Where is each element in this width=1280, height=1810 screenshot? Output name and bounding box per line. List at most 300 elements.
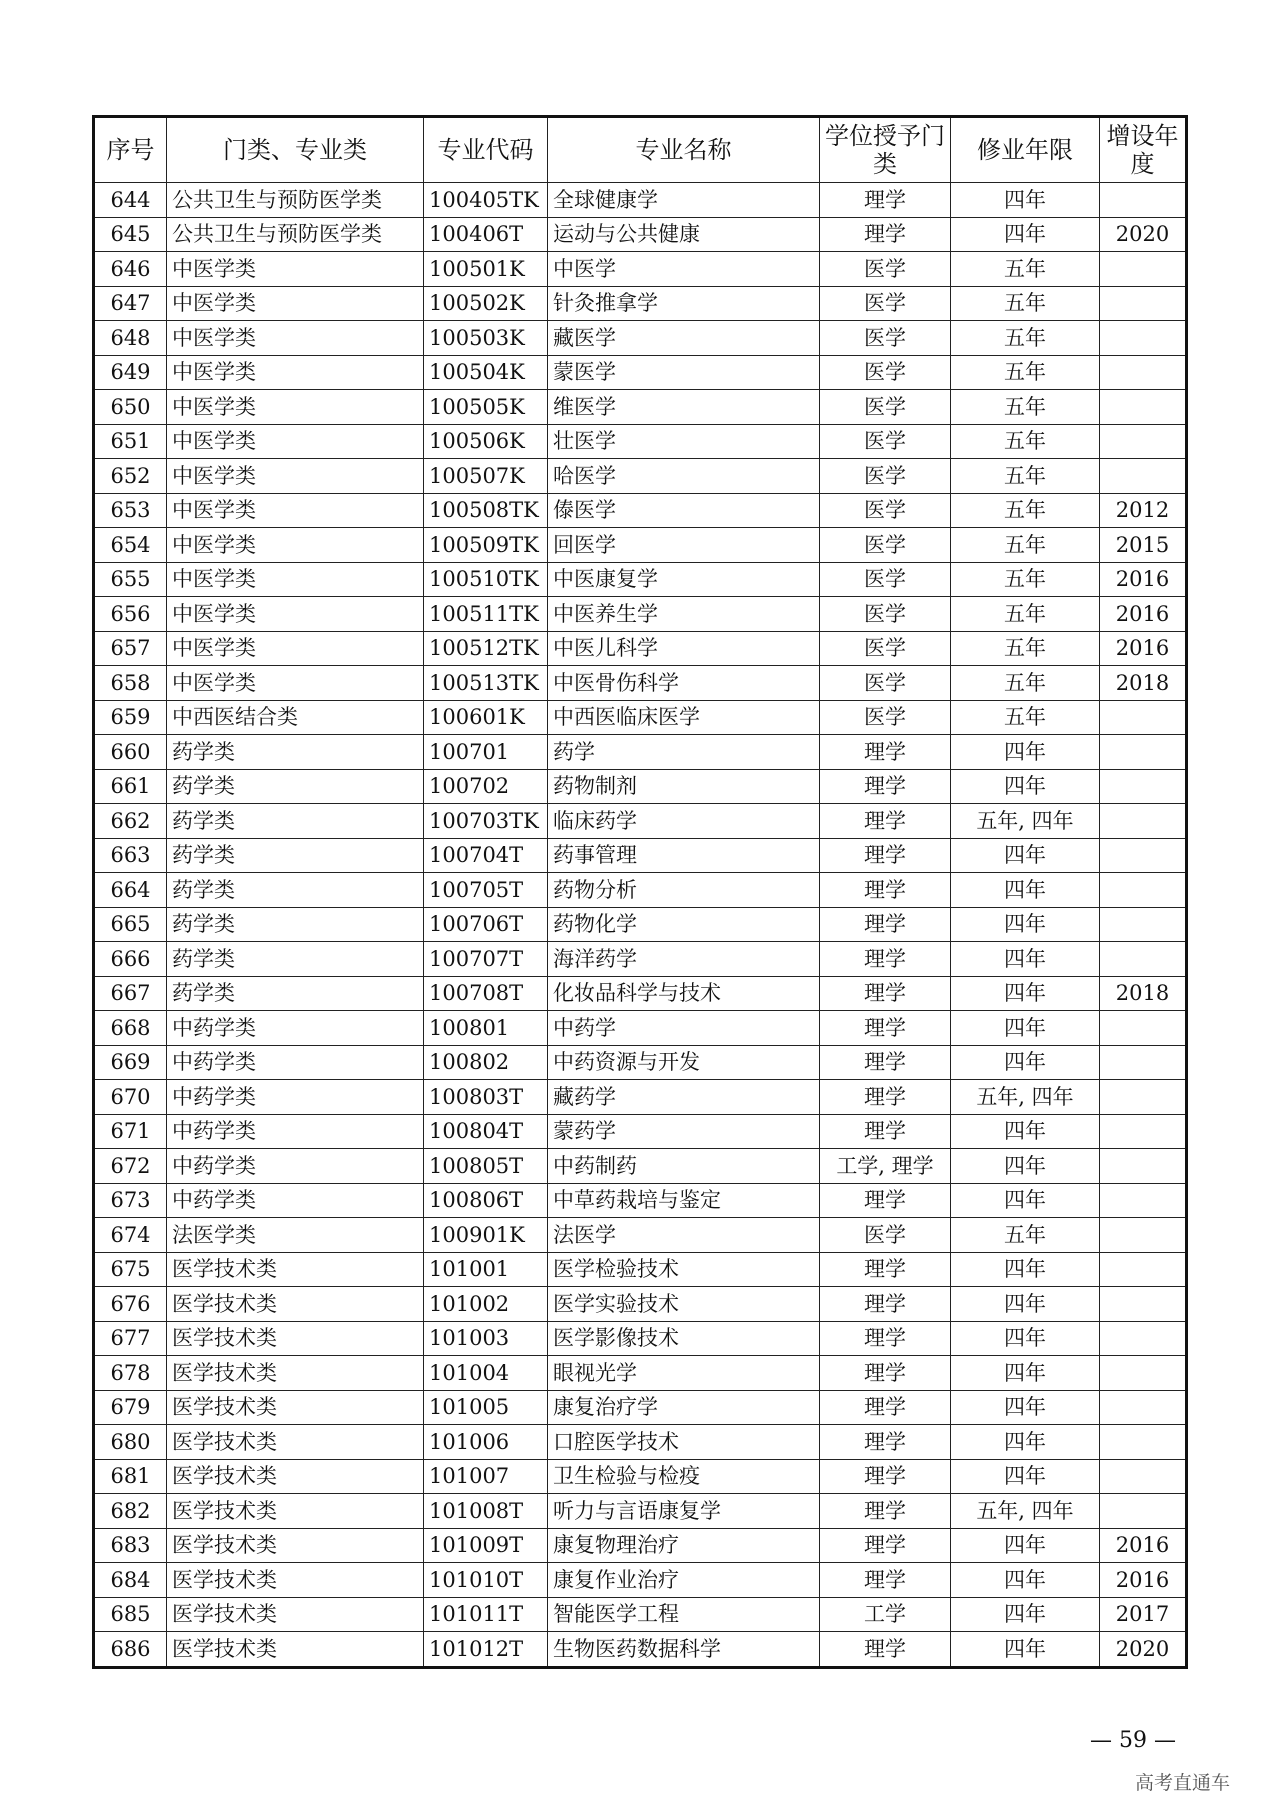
cell-duration: 四年 bbox=[951, 1425, 1100, 1460]
cell-category: 药学类 bbox=[167, 942, 424, 977]
cell-duration: 四年 bbox=[951, 942, 1100, 977]
cell-degree: 医学 bbox=[820, 459, 951, 494]
cell-category: 药学类 bbox=[167, 907, 424, 942]
cell-duration: 四年 bbox=[951, 1114, 1100, 1149]
cell-degree: 工学, 理学 bbox=[820, 1149, 951, 1184]
cell-major-name: 听力与言语康复学 bbox=[548, 1494, 820, 1529]
cell-major-name: 临床药学 bbox=[548, 804, 820, 839]
cell-serial: 657 bbox=[94, 631, 167, 666]
cell-major-name: 维医学 bbox=[548, 390, 820, 425]
cell-code: 100701 bbox=[424, 735, 548, 770]
cell-year-added: 2015 bbox=[1100, 528, 1187, 563]
cell-category: 中医学类 bbox=[167, 493, 424, 528]
cell-duration: 五年 bbox=[951, 493, 1100, 528]
table-row bbox=[94, 562, 1187, 597]
cell-degree: 理学 bbox=[820, 1528, 951, 1563]
cell-category: 中医学类 bbox=[167, 562, 424, 597]
cell-degree: 理学 bbox=[820, 1011, 951, 1046]
cell-serial: 681 bbox=[94, 1459, 167, 1494]
cell-major-name: 生物医药数据科学 bbox=[548, 1632, 820, 1668]
cell-degree: 理学 bbox=[820, 1287, 951, 1322]
cell-major-name: 海洋药学 bbox=[548, 942, 820, 977]
cell-year-added bbox=[1100, 1425, 1187, 1460]
header-major-name: 专业名称 bbox=[548, 117, 820, 183]
table-row bbox=[94, 355, 1187, 390]
cell-duration: 四年 bbox=[951, 873, 1100, 908]
cell-category: 法医学类 bbox=[167, 1218, 424, 1253]
cell-code: 100501K bbox=[424, 252, 548, 287]
cell-serial: 686 bbox=[94, 1632, 167, 1668]
table-row bbox=[94, 1597, 1187, 1632]
cell-duration: 四年 bbox=[951, 976, 1100, 1011]
cell-serial: 649 bbox=[94, 355, 167, 390]
cell-category: 中医学类 bbox=[167, 597, 424, 632]
cell-duration: 四年 bbox=[951, 1356, 1100, 1391]
cell-category: 药学类 bbox=[167, 873, 424, 908]
cell-degree: 医学 bbox=[820, 493, 951, 528]
cell-degree: 医学 bbox=[820, 597, 951, 632]
table-row bbox=[94, 1045, 1187, 1080]
cell-category: 公共卫生与预防医学类 bbox=[167, 183, 424, 218]
cell-code: 101011T bbox=[424, 1597, 548, 1632]
table-row bbox=[94, 1287, 1187, 1322]
table-body bbox=[94, 183, 1187, 1668]
cell-year-added bbox=[1100, 804, 1187, 839]
cell-code: 100506K bbox=[424, 424, 548, 459]
cell-year-added: 2016 bbox=[1100, 597, 1187, 632]
cell-major-name: 药物分析 bbox=[548, 873, 820, 908]
cell-code: 100508TK bbox=[424, 493, 548, 528]
cell-duration: 五年 bbox=[951, 459, 1100, 494]
cell-year-added bbox=[1100, 390, 1187, 425]
cell-category: 中药学类 bbox=[167, 1045, 424, 1080]
cell-category: 公共卫生与预防医学类 bbox=[167, 217, 424, 252]
cell-duration: 四年 bbox=[951, 1011, 1100, 1046]
cell-year-added: 2016 bbox=[1100, 1563, 1187, 1598]
cell-category: 中医学类 bbox=[167, 321, 424, 356]
cell-category: 药学类 bbox=[167, 976, 424, 1011]
cell-serial: 650 bbox=[94, 390, 167, 425]
cell-year-added bbox=[1100, 700, 1187, 735]
cell-major-name: 中医儿科学 bbox=[548, 631, 820, 666]
cell-code: 100512TK bbox=[424, 631, 548, 666]
table-row bbox=[94, 1114, 1187, 1149]
table-row bbox=[94, 1252, 1187, 1287]
table-row bbox=[94, 1390, 1187, 1425]
cell-code: 101009T bbox=[424, 1528, 548, 1563]
table-row bbox=[94, 1632, 1187, 1668]
cell-category: 医学技术类 bbox=[167, 1287, 424, 1322]
cell-year-added bbox=[1100, 1287, 1187, 1322]
cell-major-name: 运动与公共健康 bbox=[548, 217, 820, 252]
cell-degree: 理学 bbox=[820, 735, 951, 770]
cell-year-added: 2016 bbox=[1100, 1528, 1187, 1563]
cell-degree: 理学 bbox=[820, 1080, 951, 1115]
cell-category: 药学类 bbox=[167, 838, 424, 873]
cell-serial: 661 bbox=[94, 769, 167, 804]
cell-year-added bbox=[1100, 1321, 1187, 1356]
table-row bbox=[94, 459, 1187, 494]
cell-year-added: 2018 bbox=[1100, 976, 1187, 1011]
cell-duration: 五年 bbox=[951, 562, 1100, 597]
cell-major-name: 药学 bbox=[548, 735, 820, 770]
cell-degree: 医学 bbox=[820, 321, 951, 356]
cell-degree: 理学 bbox=[820, 976, 951, 1011]
cell-duration: 五年 bbox=[951, 631, 1100, 666]
cell-code: 100503K bbox=[424, 321, 548, 356]
cell-category: 中药学类 bbox=[167, 1183, 424, 1218]
cell-degree: 理学 bbox=[820, 769, 951, 804]
cell-category: 医学技术类 bbox=[167, 1528, 424, 1563]
cell-year-added bbox=[1100, 1218, 1187, 1253]
cell-code: 100703TK bbox=[424, 804, 548, 839]
cell-serial: 644 bbox=[94, 183, 167, 218]
header-code: 专业代码 bbox=[424, 117, 548, 183]
table-row bbox=[94, 597, 1187, 632]
cell-year-added bbox=[1100, 183, 1187, 218]
cell-year-added: 2016 bbox=[1100, 631, 1187, 666]
cell-major-name: 中西医临床医学 bbox=[548, 700, 820, 735]
cell-duration: 五年 bbox=[951, 597, 1100, 632]
cell-major-name: 中药资源与开发 bbox=[548, 1045, 820, 1080]
cell-duration: 五年 bbox=[951, 700, 1100, 735]
cell-category: 医学技术类 bbox=[167, 1563, 424, 1598]
cell-category: 中医学类 bbox=[167, 355, 424, 390]
cell-duration: 四年 bbox=[951, 1459, 1100, 1494]
cell-duration: 四年 bbox=[951, 735, 1100, 770]
cell-duration: 四年 bbox=[951, 1597, 1100, 1632]
table-row bbox=[94, 252, 1187, 287]
cell-year-added bbox=[1100, 1494, 1187, 1529]
cell-serial: 674 bbox=[94, 1218, 167, 1253]
cell-major-name: 药事管理 bbox=[548, 838, 820, 873]
cell-serial: 645 bbox=[94, 217, 167, 252]
cell-duration: 五年 bbox=[951, 321, 1100, 356]
table-row bbox=[94, 1218, 1187, 1253]
cell-category: 医学技术类 bbox=[167, 1425, 424, 1460]
cell-duration: 四年 bbox=[951, 907, 1100, 942]
table-row bbox=[94, 1080, 1187, 1115]
cell-degree: 医学 bbox=[820, 355, 951, 390]
table-row bbox=[94, 493, 1187, 528]
cell-serial: 651 bbox=[94, 424, 167, 459]
table-row bbox=[94, 666, 1187, 701]
cell-duration: 五年 bbox=[951, 424, 1100, 459]
cell-code: 100511TK bbox=[424, 597, 548, 632]
cell-degree: 理学 bbox=[820, 217, 951, 252]
cell-year-added bbox=[1100, 1114, 1187, 1149]
cell-code: 100708T bbox=[424, 976, 548, 1011]
cell-degree: 理学 bbox=[820, 1252, 951, 1287]
cell-duration: 四年 bbox=[951, 1287, 1100, 1322]
cell-degree: 理学 bbox=[820, 907, 951, 942]
cell-year-added bbox=[1100, 286, 1187, 321]
cell-degree: 医学 bbox=[820, 390, 951, 425]
cell-year-added bbox=[1100, 1390, 1187, 1425]
cell-degree: 理学 bbox=[820, 942, 951, 977]
cell-major-name: 法医学 bbox=[548, 1218, 820, 1253]
cell-degree: 理学 bbox=[820, 1183, 951, 1218]
cell-degree: 医学 bbox=[820, 1218, 951, 1253]
cell-category: 中医学类 bbox=[167, 631, 424, 666]
cell-major-name: 口腔医学技术 bbox=[548, 1425, 820, 1460]
cell-category: 医学技术类 bbox=[167, 1459, 424, 1494]
cell-duration: 四年 bbox=[951, 1528, 1100, 1563]
cell-major-name: 中医康复学 bbox=[548, 562, 820, 597]
cell-duration: 五年 bbox=[951, 390, 1100, 425]
cell-category: 中医学类 bbox=[167, 459, 424, 494]
watermark-text: 高考直通车 bbox=[1135, 1772, 1231, 1794]
cell-category: 中药学类 bbox=[167, 1011, 424, 1046]
cell-duration: 五年, 四年 bbox=[951, 1080, 1100, 1115]
cell-category: 医学技术类 bbox=[167, 1390, 424, 1425]
cell-code: 100507K bbox=[424, 459, 548, 494]
cell-code: 100802 bbox=[424, 1045, 548, 1080]
cell-major-name: 中草药栽培与鉴定 bbox=[548, 1183, 820, 1218]
cell-year-added bbox=[1100, 1252, 1187, 1287]
cell-major-name: 壮医学 bbox=[548, 424, 820, 459]
table-row bbox=[94, 1321, 1187, 1356]
cell-category: 药学类 bbox=[167, 735, 424, 770]
cell-serial: 656 bbox=[94, 597, 167, 632]
cell-category: 医学技术类 bbox=[167, 1597, 424, 1632]
cell-serial: 665 bbox=[94, 907, 167, 942]
cell-year-added bbox=[1100, 735, 1187, 770]
page-number: — 59 — bbox=[1090, 1728, 1176, 1753]
majors-table bbox=[92, 115, 1188, 1669]
cell-year-added bbox=[1100, 1356, 1187, 1391]
cell-code: 101006 bbox=[424, 1425, 548, 1460]
cell-category: 医学技术类 bbox=[167, 1252, 424, 1287]
cell-year-added bbox=[1100, 1080, 1187, 1115]
cell-code: 100509TK bbox=[424, 528, 548, 563]
cell-degree: 理学 bbox=[820, 1632, 951, 1668]
cell-serial: 653 bbox=[94, 493, 167, 528]
cell-category: 中西医结合类 bbox=[167, 700, 424, 735]
cell-serial: 655 bbox=[94, 562, 167, 597]
cell-duration: 四年 bbox=[951, 217, 1100, 252]
cell-serial: 654 bbox=[94, 528, 167, 563]
cell-duration: 五年 bbox=[951, 528, 1100, 563]
cell-major-name: 智能医学工程 bbox=[548, 1597, 820, 1632]
cell-serial: 648 bbox=[94, 321, 167, 356]
header-category: 门类、专业类 bbox=[167, 117, 424, 183]
cell-category: 中医学类 bbox=[167, 528, 424, 563]
cell-serial: 680 bbox=[94, 1425, 167, 1460]
cell-code: 101002 bbox=[424, 1287, 548, 1322]
table-row bbox=[94, 804, 1187, 839]
cell-year-added bbox=[1100, 321, 1187, 356]
cell-duration: 五年 bbox=[951, 252, 1100, 287]
cell-serial: 685 bbox=[94, 1597, 167, 1632]
cell-serial: 672 bbox=[94, 1149, 167, 1184]
cell-category: 中医学类 bbox=[167, 390, 424, 425]
cell-degree: 理学 bbox=[820, 838, 951, 873]
table-row bbox=[94, 1494, 1187, 1529]
header-degree: 学位授予门类 bbox=[820, 117, 951, 183]
cell-code: 100513TK bbox=[424, 666, 548, 701]
header-duration: 修业年限 bbox=[951, 117, 1100, 183]
cell-degree: 理学 bbox=[820, 183, 951, 218]
cell-degree: 理学 bbox=[820, 1390, 951, 1425]
cell-category: 中药学类 bbox=[167, 1114, 424, 1149]
cell-major-name: 医学检验技术 bbox=[548, 1252, 820, 1287]
cell-major-name: 全球健康学 bbox=[548, 183, 820, 218]
cell-major-name: 回医学 bbox=[548, 528, 820, 563]
cell-year-added: 2012 bbox=[1100, 493, 1187, 528]
cell-code: 100805T bbox=[424, 1149, 548, 1184]
cell-serial: 682 bbox=[94, 1494, 167, 1529]
table-row bbox=[94, 769, 1187, 804]
cell-code: 100706T bbox=[424, 907, 548, 942]
cell-year-added bbox=[1100, 1045, 1187, 1080]
cell-year-added bbox=[1100, 1459, 1187, 1494]
cell-major-name: 哈医学 bbox=[548, 459, 820, 494]
cell-major-name: 针灸推拿学 bbox=[548, 286, 820, 321]
cell-code: 100801 bbox=[424, 1011, 548, 1046]
cell-degree: 理学 bbox=[820, 1459, 951, 1494]
cell-category: 药学类 bbox=[167, 769, 424, 804]
table-row bbox=[94, 631, 1187, 666]
cell-category: 中医学类 bbox=[167, 666, 424, 701]
cell-duration: 四年 bbox=[951, 1390, 1100, 1425]
cell-year-added bbox=[1100, 424, 1187, 459]
cell-code: 100901K bbox=[424, 1218, 548, 1253]
table-row bbox=[94, 1149, 1187, 1184]
cell-duration: 四年 bbox=[951, 183, 1100, 218]
table-row bbox=[94, 1011, 1187, 1046]
cell-code: 100806T bbox=[424, 1183, 548, 1218]
cell-duration: 四年 bbox=[951, 1149, 1100, 1184]
table-row bbox=[94, 976, 1187, 1011]
cell-serial: 677 bbox=[94, 1321, 167, 1356]
cell-degree: 理学 bbox=[820, 1114, 951, 1149]
cell-duration: 四年 bbox=[951, 1321, 1100, 1356]
cell-serial: 652 bbox=[94, 459, 167, 494]
cell-duration: 四年 bbox=[951, 769, 1100, 804]
cell-major-name: 化妆品科学与技术 bbox=[548, 976, 820, 1011]
table-row bbox=[94, 873, 1187, 908]
cell-serial: 668 bbox=[94, 1011, 167, 1046]
cell-category: 药学类 bbox=[167, 804, 424, 839]
cell-year-added: 2020 bbox=[1100, 1632, 1187, 1668]
table-row bbox=[94, 942, 1187, 977]
cell-duration: 四年 bbox=[951, 1183, 1100, 1218]
cell-serial: 647 bbox=[94, 286, 167, 321]
table-header-row bbox=[94, 117, 1187, 183]
cell-code: 100505K bbox=[424, 390, 548, 425]
cell-year-added bbox=[1100, 1011, 1187, 1046]
table-row bbox=[94, 286, 1187, 321]
cell-category: 医学技术类 bbox=[167, 1632, 424, 1668]
table-row bbox=[94, 1356, 1187, 1391]
cell-major-name: 中医养生学 bbox=[548, 597, 820, 632]
cell-year-added bbox=[1100, 1183, 1187, 1218]
cell-category: 中医学类 bbox=[167, 252, 424, 287]
cell-code: 100707T bbox=[424, 942, 548, 977]
table-row bbox=[94, 1563, 1187, 1598]
cell-serial: 679 bbox=[94, 1390, 167, 1425]
table-row bbox=[94, 528, 1187, 563]
cell-code: 100803T bbox=[424, 1080, 548, 1115]
cell-year-added: 2018 bbox=[1100, 666, 1187, 701]
cell-major-name: 藏医学 bbox=[548, 321, 820, 356]
cell-duration: 四年 bbox=[951, 1563, 1100, 1598]
cell-major-name: 中医骨伤科学 bbox=[548, 666, 820, 701]
cell-code: 101003 bbox=[424, 1321, 548, 1356]
cell-code: 100702 bbox=[424, 769, 548, 804]
cell-major-name: 中药学 bbox=[548, 1011, 820, 1046]
header-serial: 序号 bbox=[94, 117, 167, 183]
cell-serial: 660 bbox=[94, 735, 167, 770]
cell-duration: 四年 bbox=[951, 838, 1100, 873]
cell-code: 100601K bbox=[424, 700, 548, 735]
cell-year-added bbox=[1100, 252, 1187, 287]
table-row bbox=[94, 424, 1187, 459]
cell-major-name: 药物化学 bbox=[548, 907, 820, 942]
cell-degree: 医学 bbox=[820, 666, 951, 701]
cell-degree: 理学 bbox=[820, 1356, 951, 1391]
cell-serial: 667 bbox=[94, 976, 167, 1011]
cell-code: 100704T bbox=[424, 838, 548, 873]
cell-duration: 五年 bbox=[951, 666, 1100, 701]
cell-year-added bbox=[1100, 907, 1187, 942]
cell-serial: 646 bbox=[94, 252, 167, 287]
cell-duration: 五年 bbox=[951, 355, 1100, 390]
cell-major-name: 药物制剂 bbox=[548, 769, 820, 804]
cell-serial: 669 bbox=[94, 1045, 167, 1080]
cell-category: 医学技术类 bbox=[167, 1321, 424, 1356]
cell-category: 中医学类 bbox=[167, 286, 424, 321]
cell-year-added: 2020 bbox=[1100, 217, 1187, 252]
cell-duration: 五年, 四年 bbox=[951, 1494, 1100, 1529]
cell-major-name: 蒙医学 bbox=[548, 355, 820, 390]
cell-degree: 理学 bbox=[820, 873, 951, 908]
cell-year-added: 2016 bbox=[1100, 562, 1187, 597]
cell-serial: 683 bbox=[94, 1528, 167, 1563]
cell-degree: 医学 bbox=[820, 424, 951, 459]
cell-category: 医学技术类 bbox=[167, 1494, 424, 1529]
cell-degree: 理学 bbox=[820, 1045, 951, 1080]
cell-code: 100804T bbox=[424, 1114, 548, 1149]
table-row bbox=[94, 321, 1187, 356]
cell-degree: 医学 bbox=[820, 528, 951, 563]
table-row bbox=[94, 1528, 1187, 1563]
cell-code: 100504K bbox=[424, 355, 548, 390]
cell-major-name: 医学实验技术 bbox=[548, 1287, 820, 1322]
cell-duration: 五年 bbox=[951, 1218, 1100, 1253]
cell-code: 101010T bbox=[424, 1563, 548, 1598]
cell-year-added bbox=[1100, 942, 1187, 977]
cell-major-name: 康复治疗学 bbox=[548, 1390, 820, 1425]
cell-degree: 医学 bbox=[820, 286, 951, 321]
cell-serial: 675 bbox=[94, 1252, 167, 1287]
cell-serial: 658 bbox=[94, 666, 167, 701]
table-row bbox=[94, 1459, 1187, 1494]
table-row bbox=[94, 217, 1187, 252]
table-row bbox=[94, 1183, 1187, 1218]
table-row bbox=[94, 1425, 1187, 1460]
cell-code: 101008T bbox=[424, 1494, 548, 1529]
cell-serial: 662 bbox=[94, 804, 167, 839]
cell-code: 101007 bbox=[424, 1459, 548, 1494]
table-row bbox=[94, 907, 1187, 942]
table-row bbox=[94, 838, 1187, 873]
cell-year-added bbox=[1100, 459, 1187, 494]
cell-major-name: 傣医学 bbox=[548, 493, 820, 528]
cell-category: 中药学类 bbox=[167, 1149, 424, 1184]
cell-code: 101005 bbox=[424, 1390, 548, 1425]
